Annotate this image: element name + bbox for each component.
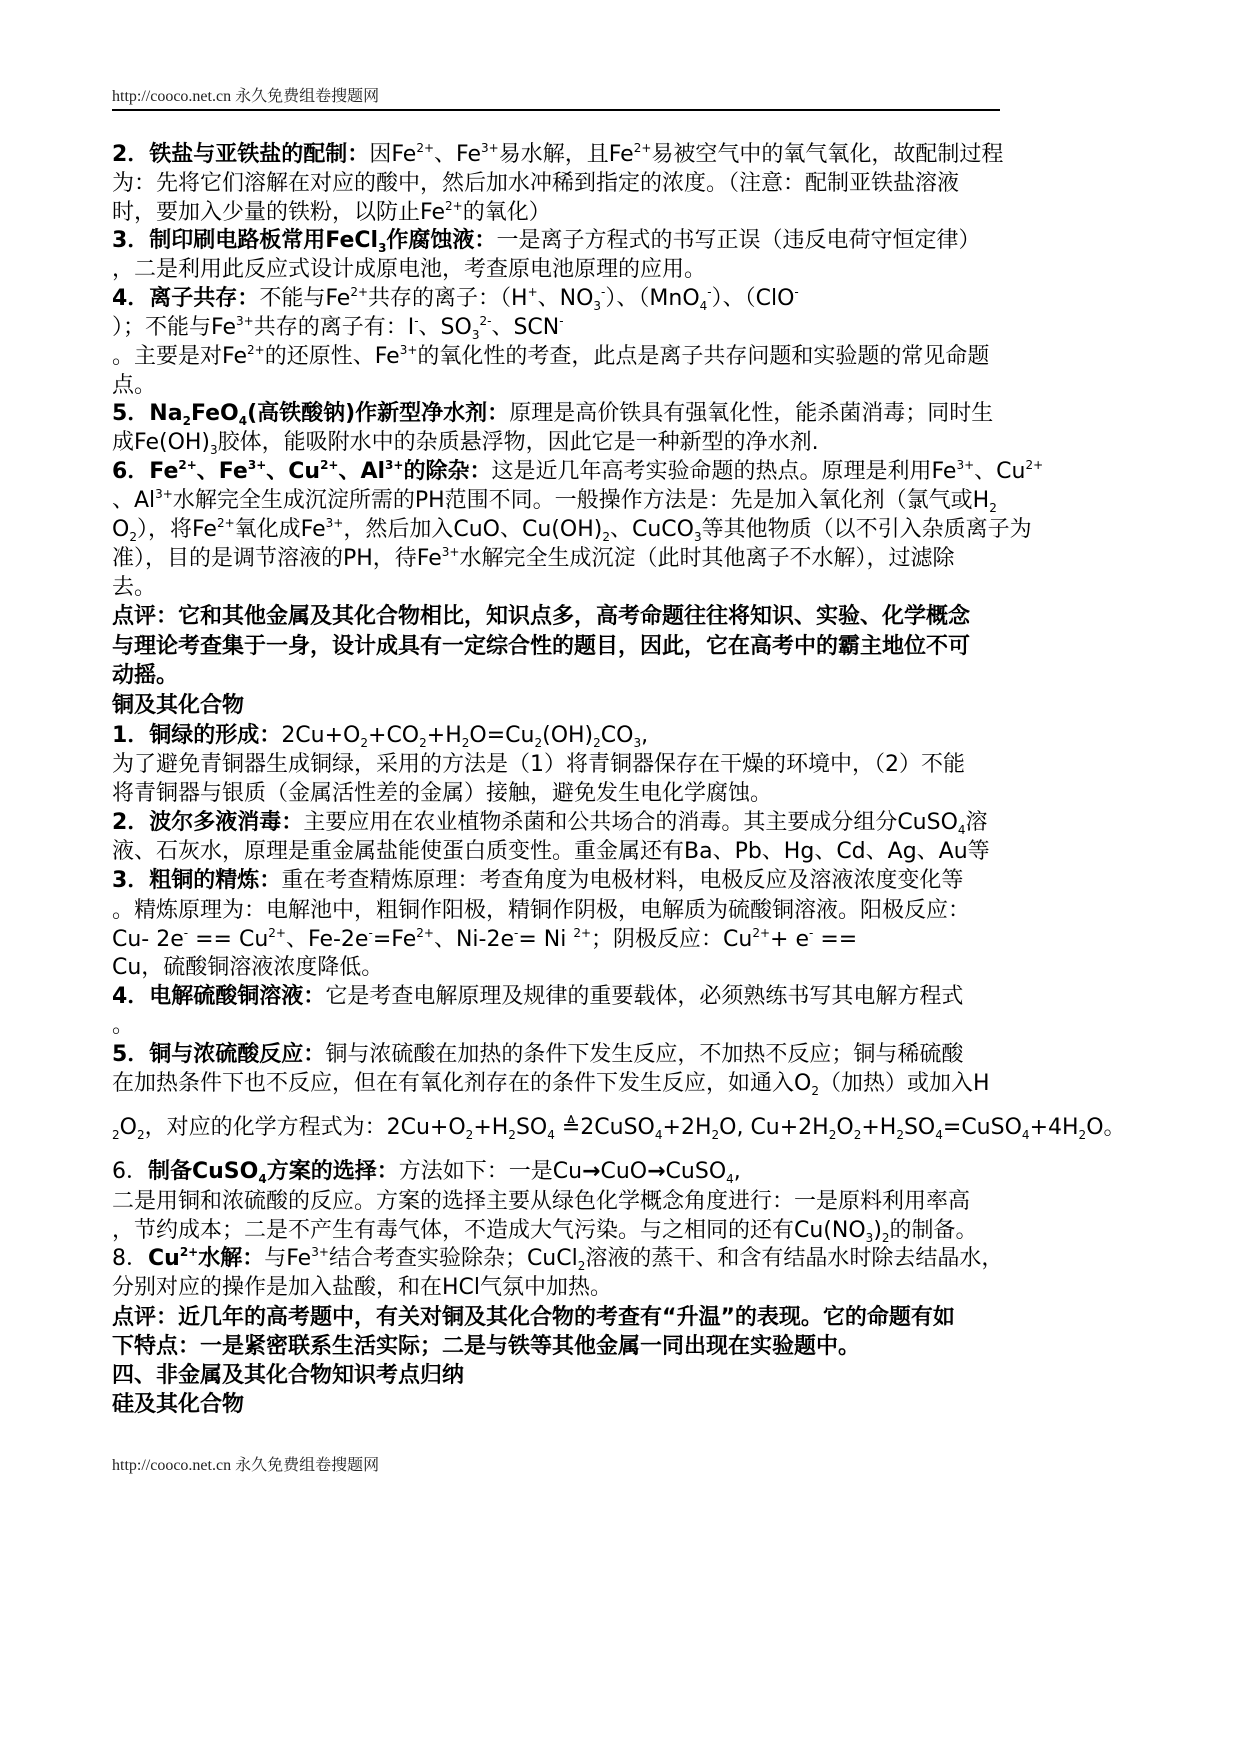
superscript: 2- [479,314,492,328]
subscript: 4 [258,1172,267,1186]
subscript: 2 [112,1128,120,1142]
text-line [112,457,1043,489]
superscript: 2+ [573,926,592,940]
body-text: 结合考查实验除杂；CuCl [328,1246,578,1271]
subscript: 2 [811,1084,819,1098]
text-line [112,808,988,840]
text-line [112,721,648,753]
text-line [112,140,1003,172]
bold-text: 5．Na [112,401,183,426]
body-text: 它是考查电解原理及规律的重要载体，必须熟练书写其电解方程式 [325,984,964,1009]
bold-text: (高铁酸钠)作新型净水剂： [247,401,510,426]
body-text: 。 [112,1013,135,1038]
text-line [112,544,955,576]
body-text: 、SO [418,315,472,340]
body-text: 在加热条件下也不反应，但在有氧化剂存在的条件下发生反应，如通入O [112,1071,812,1096]
body-text: 液、石灰水，原理是重金属盐能使蛋白质变性。重金属还有Ba、Pb、Hg、Cd、Ag、Au等 [112,839,990,864]
text-line [112,837,990,867]
text-line [112,866,963,896]
body-text: CuO [600,1159,648,1184]
text-line [112,226,980,258]
subscript: 2 [602,530,610,544]
superscript: 2+ [633,141,652,155]
subscript: 4 [726,1172,734,1186]
subscript: 2 [534,736,543,750]
body-text: Cu- 2e [112,927,184,952]
body-text: CuSO [665,1159,727,1184]
bold-text: 4．离子共存： [112,286,260,311]
subscript: 3 [210,443,218,457]
text-line [112,1390,244,1420]
text-line [112,1303,955,1333]
bold-text: 1．铜绿的形成： [112,723,282,748]
bold-text: 3．粗铜的精炼： [112,868,282,893]
body-text: 、CuCO [609,517,694,542]
body-text: O=Cu [469,723,535,748]
text-line [112,1361,464,1391]
superscript: - [513,926,519,940]
superscript: 3+ [325,516,344,530]
body-text: 共存的离子：（H [368,286,528,311]
subscript: 2 [881,1231,890,1245]
text-line [112,1113,1126,1145]
superscript: 2+ [416,141,435,155]
superscript: 3+ [481,141,499,155]
text-line [112,255,706,285]
body-text: ，对应的化学方程式为：2Cu+O [144,1115,466,1140]
body-text: ）、（ClO [711,286,795,311]
text-line [112,342,989,374]
text-line [112,1332,860,1362]
bold-text: 铜及其化合物 [112,693,245,718]
bold-text: 点评：近几年的高考题中，有关对铜及其化合物的考查有“升温”的表现。它的命题有如 [112,1305,955,1330]
body-text: 去。 [112,575,157,600]
subscript: 2 [182,414,191,428]
text-line [112,371,156,401]
body-text: 。主要是对Fe [112,344,247,369]
bold-text: 、Fe [196,459,248,484]
body-text: 将青铜器与银质（金属活性差的金属）接触，避免发生电化学腐蚀。 [112,781,773,806]
superscript: 2+ [268,926,286,940]
text-line [112,428,819,460]
body-text: 方法如下：一是Cu [398,1159,583,1184]
text-line [112,515,1032,547]
body-text: =Fe [372,927,417,952]
body-text: Cu，硫酸铜溶液浓度降低。 [112,955,384,980]
bold-text: 下特点：一是紧密联系生活实际；二是与铁等其他金属一同出现在实验题中。 [112,1334,861,1359]
body-text: 。精炼原理为：电解池中，粗铜作阳极，精铜作阴极，电解质为硫酸铜溶液。阳极反应： [112,898,971,923]
superscript: - [794,285,799,299]
superscript: - [601,285,606,299]
bold-text: 3．制印刷电路板常用FeCl [112,228,379,253]
text-line [112,399,993,431]
subscript: 4 [699,299,708,313]
text-line [112,953,383,983]
body-text: 的还原性、Fe [264,344,400,369]
superscript: 2+ [752,926,771,940]
body-text: （加热）或加入H [818,1071,990,1096]
superscript: 2+ [1025,458,1044,472]
text-line [112,1273,612,1303]
bold-text: 制备CuSO [148,1159,259,1184]
body-text: 、Fe [434,142,482,167]
text-line [112,486,997,518]
bold-text: → [647,1159,666,1184]
subscript: 2 [1078,1128,1087,1142]
text-line [112,691,244,721]
bold-text: 6．Fe [112,459,179,484]
body-text: 的氧化） [462,200,551,225]
subscript: 2 [711,1128,720,1142]
bold-text: 点评：它和其他金属及其化合物相比，知识点多，高考命题往往将知识、实验、化学概念 [112,604,971,629]
text-line [112,1157,741,1189]
superscript: 2+ [320,458,339,472]
body-text: 主要应用在农业植物杀菌和公共场合的消毒。其主要成分组分CuSO [303,810,958,835]
text-line [112,982,963,1012]
body-text: 二是用铜和浓硫酸的反应。方案的选择主要从绿色化学概念角度进行：一是原料利用率高 [112,1189,971,1214]
superscript: - [707,285,712,299]
body-text: 、Al [112,488,156,513]
superscript: 2+ [216,516,235,530]
bold-text: Cu [148,1246,180,1271]
body-text: 溶 [965,810,988,835]
body-text: 铜与浓硫酸在加热的条件下发生反应，不加热不反应；铜与稀硫酸 [325,1042,964,1067]
body-text: 易被空气中的氧气氧化，故配制过程 [651,142,1004,167]
subscript: 3 [693,530,702,544]
body-text: 时，要加入少量的铁粉，以防止Fe [112,200,445,225]
bold-text: FeO [190,401,239,426]
body-text: +H [426,723,462,748]
bold-text: 硅及其化合物 [112,1392,245,1417]
bold-text: 4．电解硫酸铜溶液： [112,984,326,1009]
body-text: + e [770,927,810,952]
subscript: 4 [654,1128,663,1142]
subscript: 4 [1021,1128,1030,1142]
subscript: 3 [633,736,642,750]
superscript: - [809,926,814,940]
body-text: 原理是高价铁具有强氧化性，能杀菌消毒；同时生 [509,401,994,426]
subscript: 2 [508,1128,516,1142]
superscript: 2+ [445,199,463,213]
body-text: 不能与Fe [259,286,351,311]
bold-text: 与理论考查集于一身，设计成具有一定综合性的题目，因此，它在高考中的霸主地位不可 [112,634,971,659]
text-line [112,632,970,662]
body-text: O [112,517,130,542]
page-header: http://cooco.net.cn 永久免费组卷搜题网 [112,88,380,105]
body-text: 、SCN [491,315,560,340]
bold-text: 动摇。 [112,663,179,688]
subscript: 2 [465,1128,474,1142]
body-text: 2Cu+O [281,723,361,748]
body-text: == [813,927,858,952]
body-text: +2H [662,1115,712,1140]
body-text: 成Fe(OH) [112,430,211,455]
body-text: 、NO [537,286,594,311]
body-text: ）、（MnO [605,286,700,311]
subscript: 4 [238,414,248,428]
body-text: 、Ni-2e [433,927,514,952]
body-text: ）；不能与Fe [112,315,236,340]
bold-text: 四、非金属及其化合物知识考点归纳 [112,1363,465,1388]
body-text: ；阴极反应：Cu [591,927,753,952]
body-text: 共存的离子有：I [253,315,415,340]
body-text: 一是离子方程式的书写正误（违反电荷守恒定律） [496,228,981,253]
superscript: 2+ [179,1245,199,1259]
body-text: 的氧化性的考查，此点是离子共存问题和实验题的常见命题 [417,344,990,369]
body-text: SO [903,1115,936,1140]
superscript: 3+ [311,1245,329,1259]
body-text: 重在考查精炼原理：考查角度为电极材料，电极反应及溶液浓度变化等 [281,868,964,893]
subscript: 2 [136,1128,145,1142]
text-line [112,661,178,691]
superscript: 2+ [247,343,265,357]
superscript: - [559,314,564,328]
bold-text: 、Cu [266,459,321,484]
body-text: O, Cu+2H [719,1115,829,1140]
body-text: 为：先将它们溶解在对应的酸中，然后加水冲稀到指定的浓度。（注意：配制亚铁盐溶液 [112,171,960,196]
text-line [112,1244,1003,1276]
subscript: 2 [360,736,369,750]
body-text: 为了避免青铜器生成铜绿，采用的方法是（1）将青铜器保存在干燥的环境中，（2）不能 [112,752,965,777]
text-line [112,1187,970,1217]
subscript: 2 [853,1128,862,1142]
subscript: 2 [896,1128,904,1142]
body-text: O [119,1115,137,1140]
text-line [112,1069,990,1101]
text-line [112,779,772,809]
body-text: 、Fe-2e [286,927,369,952]
subscript: 4 [957,823,966,837]
bold-text: → [582,1159,601,1184]
superscript: 3+ [236,314,254,328]
body-text: +H [473,1115,509,1140]
body-text: +4H [1029,1115,1079,1140]
superscript: 3+ [385,458,404,472]
superscript: 3+ [155,487,173,501]
body-text: 氧化成Fe [234,517,326,542]
body-text: 等其他物质（以不引入杂质离子为 [701,517,1032,542]
superscript: 3+ [399,343,418,357]
superscript: 2+ [178,458,197,472]
superscript: 2+ [416,926,434,940]
bold-text: 5．铜与浓硫酸反应： [112,1042,326,1067]
body-text: 胶体，能吸附水中的杂质悬浮物，因此它是一种新型的净水剂. [217,430,819,455]
superscript: 3+ [956,458,975,472]
body-text: 因Fe [369,142,417,167]
subscript: 2 [989,501,997,515]
text-line [112,284,799,316]
body-text: ，二是利用此反应式设计成原电池，考查原电池原理的应用。 [112,257,707,282]
superscript: - [414,314,419,328]
subscript: 3 [593,299,602,313]
body-text: (OH) [542,723,594,748]
superscript: 3+ [247,458,267,472]
body-text: +H [861,1115,897,1140]
body-text: +CO [368,723,420,748]
body-text: , [641,723,649,748]
text-line [112,1011,134,1041]
bold-text: 2．铁盐与亚铁盐的配制： [112,142,370,167]
subscript: 3 [471,328,480,342]
body-text: 8． [112,1246,148,1271]
subscript: 4 [935,1128,943,1142]
text-line [112,750,965,780]
body-text: ，然后加入CuO、Cu(OH) [343,517,603,542]
text-line [112,313,564,345]
body-text: =CuSO [942,1115,1022,1140]
body-text: ），将Fe [136,517,217,542]
body-text: 6． [112,1159,148,1184]
body-text: 的制备。 [889,1218,978,1243]
bold-text: 的除杂： [403,459,492,484]
text-line [112,573,156,603]
subscript: 4 [547,1128,555,1142]
subscript: 2 [129,530,137,544]
bold-text: 、Al [338,459,386,484]
body-text: 与Fe [264,1246,312,1271]
body-text: SO [515,1115,548,1140]
superscript: - [368,926,373,940]
body-text: 溶液的蒸干、和含有结晶水时除去结晶水， [585,1246,1004,1271]
body-text: CO [600,723,634,748]
body-text: 分别对应的操作是加入盐酸，和在HCl气氛中加热。 [112,1275,613,1300]
body-text: O。 [1086,1115,1126,1140]
body-text: 准），目的是调节溶液的PH，待Fe [112,546,442,571]
body-text: = Ni [518,927,574,952]
superscript: - [183,926,189,940]
body-text: 水解完全生成沉淀（此时其他离子不水解），过滤除 [459,546,955,571]
bold-text: 2．波尔多液消毒： [112,810,304,835]
bold-text: 作腐蚀液： [386,228,497,253]
subscript: 2 [593,736,601,750]
text-line [112,1040,963,1070]
text-line [112,896,970,926]
body-text: == Cu [188,927,269,952]
body-text: ) [873,1218,882,1243]
subscript: 2 [828,1128,837,1142]
body-text: 水解完全生成沉淀所需的PH范围不同。一般操作方法是：先是加入氧化剂（氯气或H [172,488,990,513]
body-text: ≜2CuSO [554,1115,655,1140]
text-line [112,602,970,632]
bold-text: 方案的选择： [266,1159,399,1184]
bold-text: 水解： [198,1246,265,1271]
superscript: 3+ [441,545,460,559]
text-line [112,169,959,199]
subscript: 3 [378,241,387,255]
subscript: 2 [419,736,427,750]
body-text: 点。 [112,373,157,398]
body-text: 、Cu [974,459,1026,484]
body-text: ，节约成本；二是不产生有毒气体，不造成大气污染。与之相同的还有Cu(NO [112,1218,866,1243]
superscript: 2+ [350,285,369,299]
superscript: + [527,285,538,299]
subscript: 3 [865,1231,874,1245]
body-text: , [733,1159,741,1184]
body-text: O [836,1115,854,1140]
subscript: 2 [577,1259,586,1273]
subscript: 2 [461,736,470,750]
body-text: 易水解，且Fe [498,142,634,167]
page-footer: http://cooco.net.cn 永久免费组卷搜题网 [112,1457,380,1474]
body-text: 这是近几年高考实验命题的热点。原理是利用Fe [491,459,957,484]
